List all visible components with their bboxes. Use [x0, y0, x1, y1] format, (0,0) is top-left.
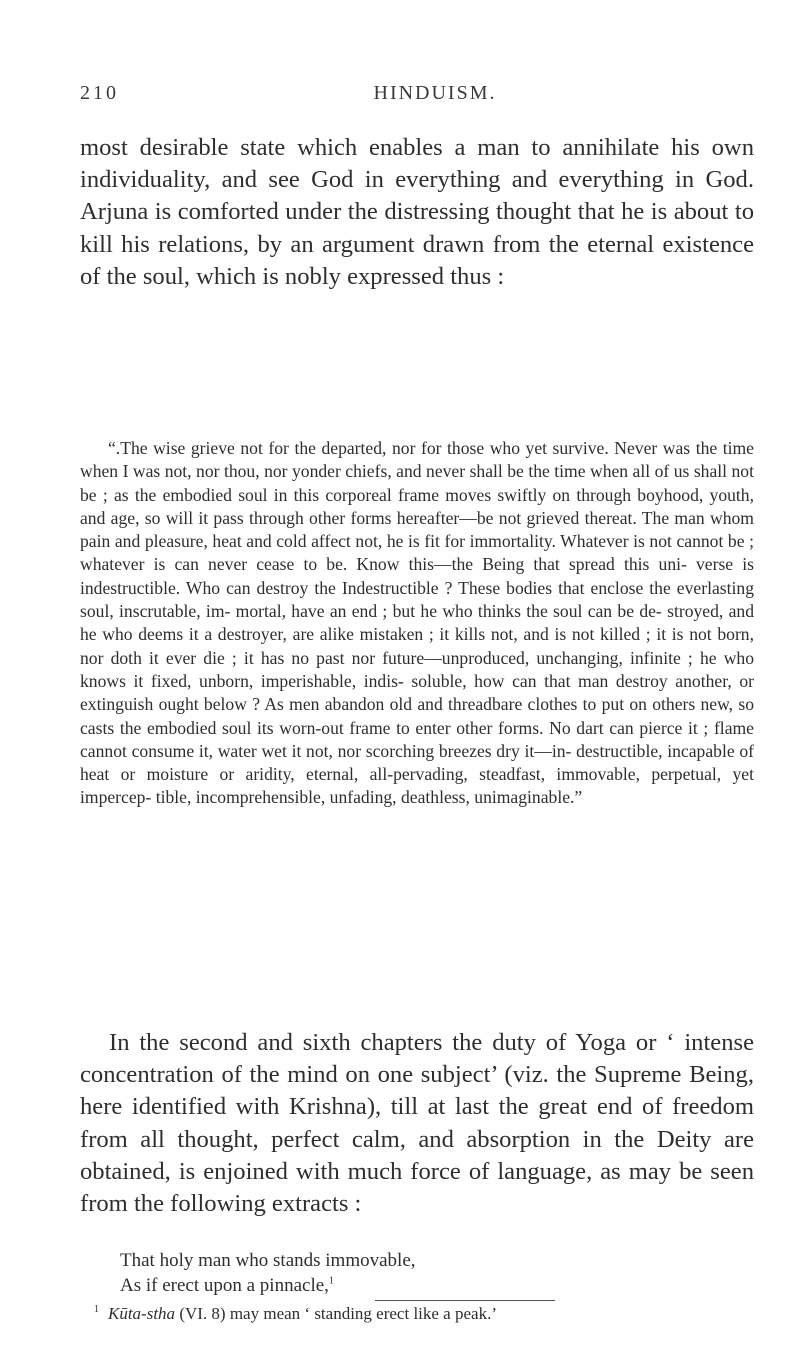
running-head	[80, 82, 730, 110]
running-title: HINDUISM.	[373, 82, 497, 104]
verse-line-2	[120, 1274, 416, 1299]
footnote-rule	[375, 1300, 555, 1301]
paragraph-2: In the second and sixth chapters the duty of Yoga or ‘ intense concentration of the mind on one subject’ (viz. the Supreme Being, here identified with Krishna), till at last the great end of freedom from all thought, perfect calm, and absorption in the Deity are obtained, is enjoined with much force of language, as may be seen from the following extracts :	[80, 1029, 754, 1218]
verse-extract	[120, 1249, 416, 1298]
footnote-reference[interactable]: 1	[328, 1275, 334, 1287]
footnote	[94, 1303, 497, 1325]
footnote-marker: 1	[94, 1304, 99, 1315]
block-quote: “.The wise grieve not for the departed, nor for those who yet survive. Never was the time when I was not, nor thou, nor yonder chiefs, and never shall be the time when all of us shall not be ; as the embodied soul in this corporeal frame moves swiftly on through boyhood, youth, and age, so will it pass through other forms hereafter—be not grieved thereat. The man whom pain and pleasure, heat and cold affect not, he is fit for immortality. Whatever is not cannot be ; whatever is can never cease to be. Know this—the Being that spread this uni- verse is indestructible. Who can destroy the Indestructible ? These bodies that enclose the everlasting soul, inscrutable, im- mortal, have an end ; but he who thinks the soul can be de- stroyed, and he who deems it a destroyer, are alike mistaken ; it kills not, and is not killed ; it is not born, nor doth it ever die ; it has no past nor future—unproduced, unchanging, infinite ; he who knows it fixed, unborn, imperishable, indis- soluble, how can that man destroy another, or extinguish ought below ? As men abandon old and threadbare clothes to put on others new, so casts the embodied soul its worn-out frame to enter other forms. No dart can pierce it ; flame cannot consume it, water wet it not, nor scorching breezes dry it—in- destructible, incapable of heat or moisture or aridity, eternal, all-pervading, steadfast, immovable, perpetual, yet impercep- tible, incomprehensible, unfading, deathless, unimaginable.”	[80, 438, 754, 808]
paragraph-1: most desirable state which enables a man to annihilate his own individuality, and see God in everything and everything in God. Arjuna is comforted under the distressing thought that he is about to kill his relations, by an argument drawn from the eternal existence of the soul, which is nobly expressed thus :	[80, 134, 754, 290]
page-number: 210	[80, 82, 119, 104]
footnote-term: Kūta-stha	[108, 1304, 176, 1323]
verse-line-1: That holy man who stands immovable,	[120, 1250, 416, 1271]
footnote-text: (VI. 8) may mean ‘ standing erect like a peak.’	[179, 1304, 497, 1323]
verse-line-2-text: As if erect upon a pinnacle,	[120, 1274, 329, 1296]
